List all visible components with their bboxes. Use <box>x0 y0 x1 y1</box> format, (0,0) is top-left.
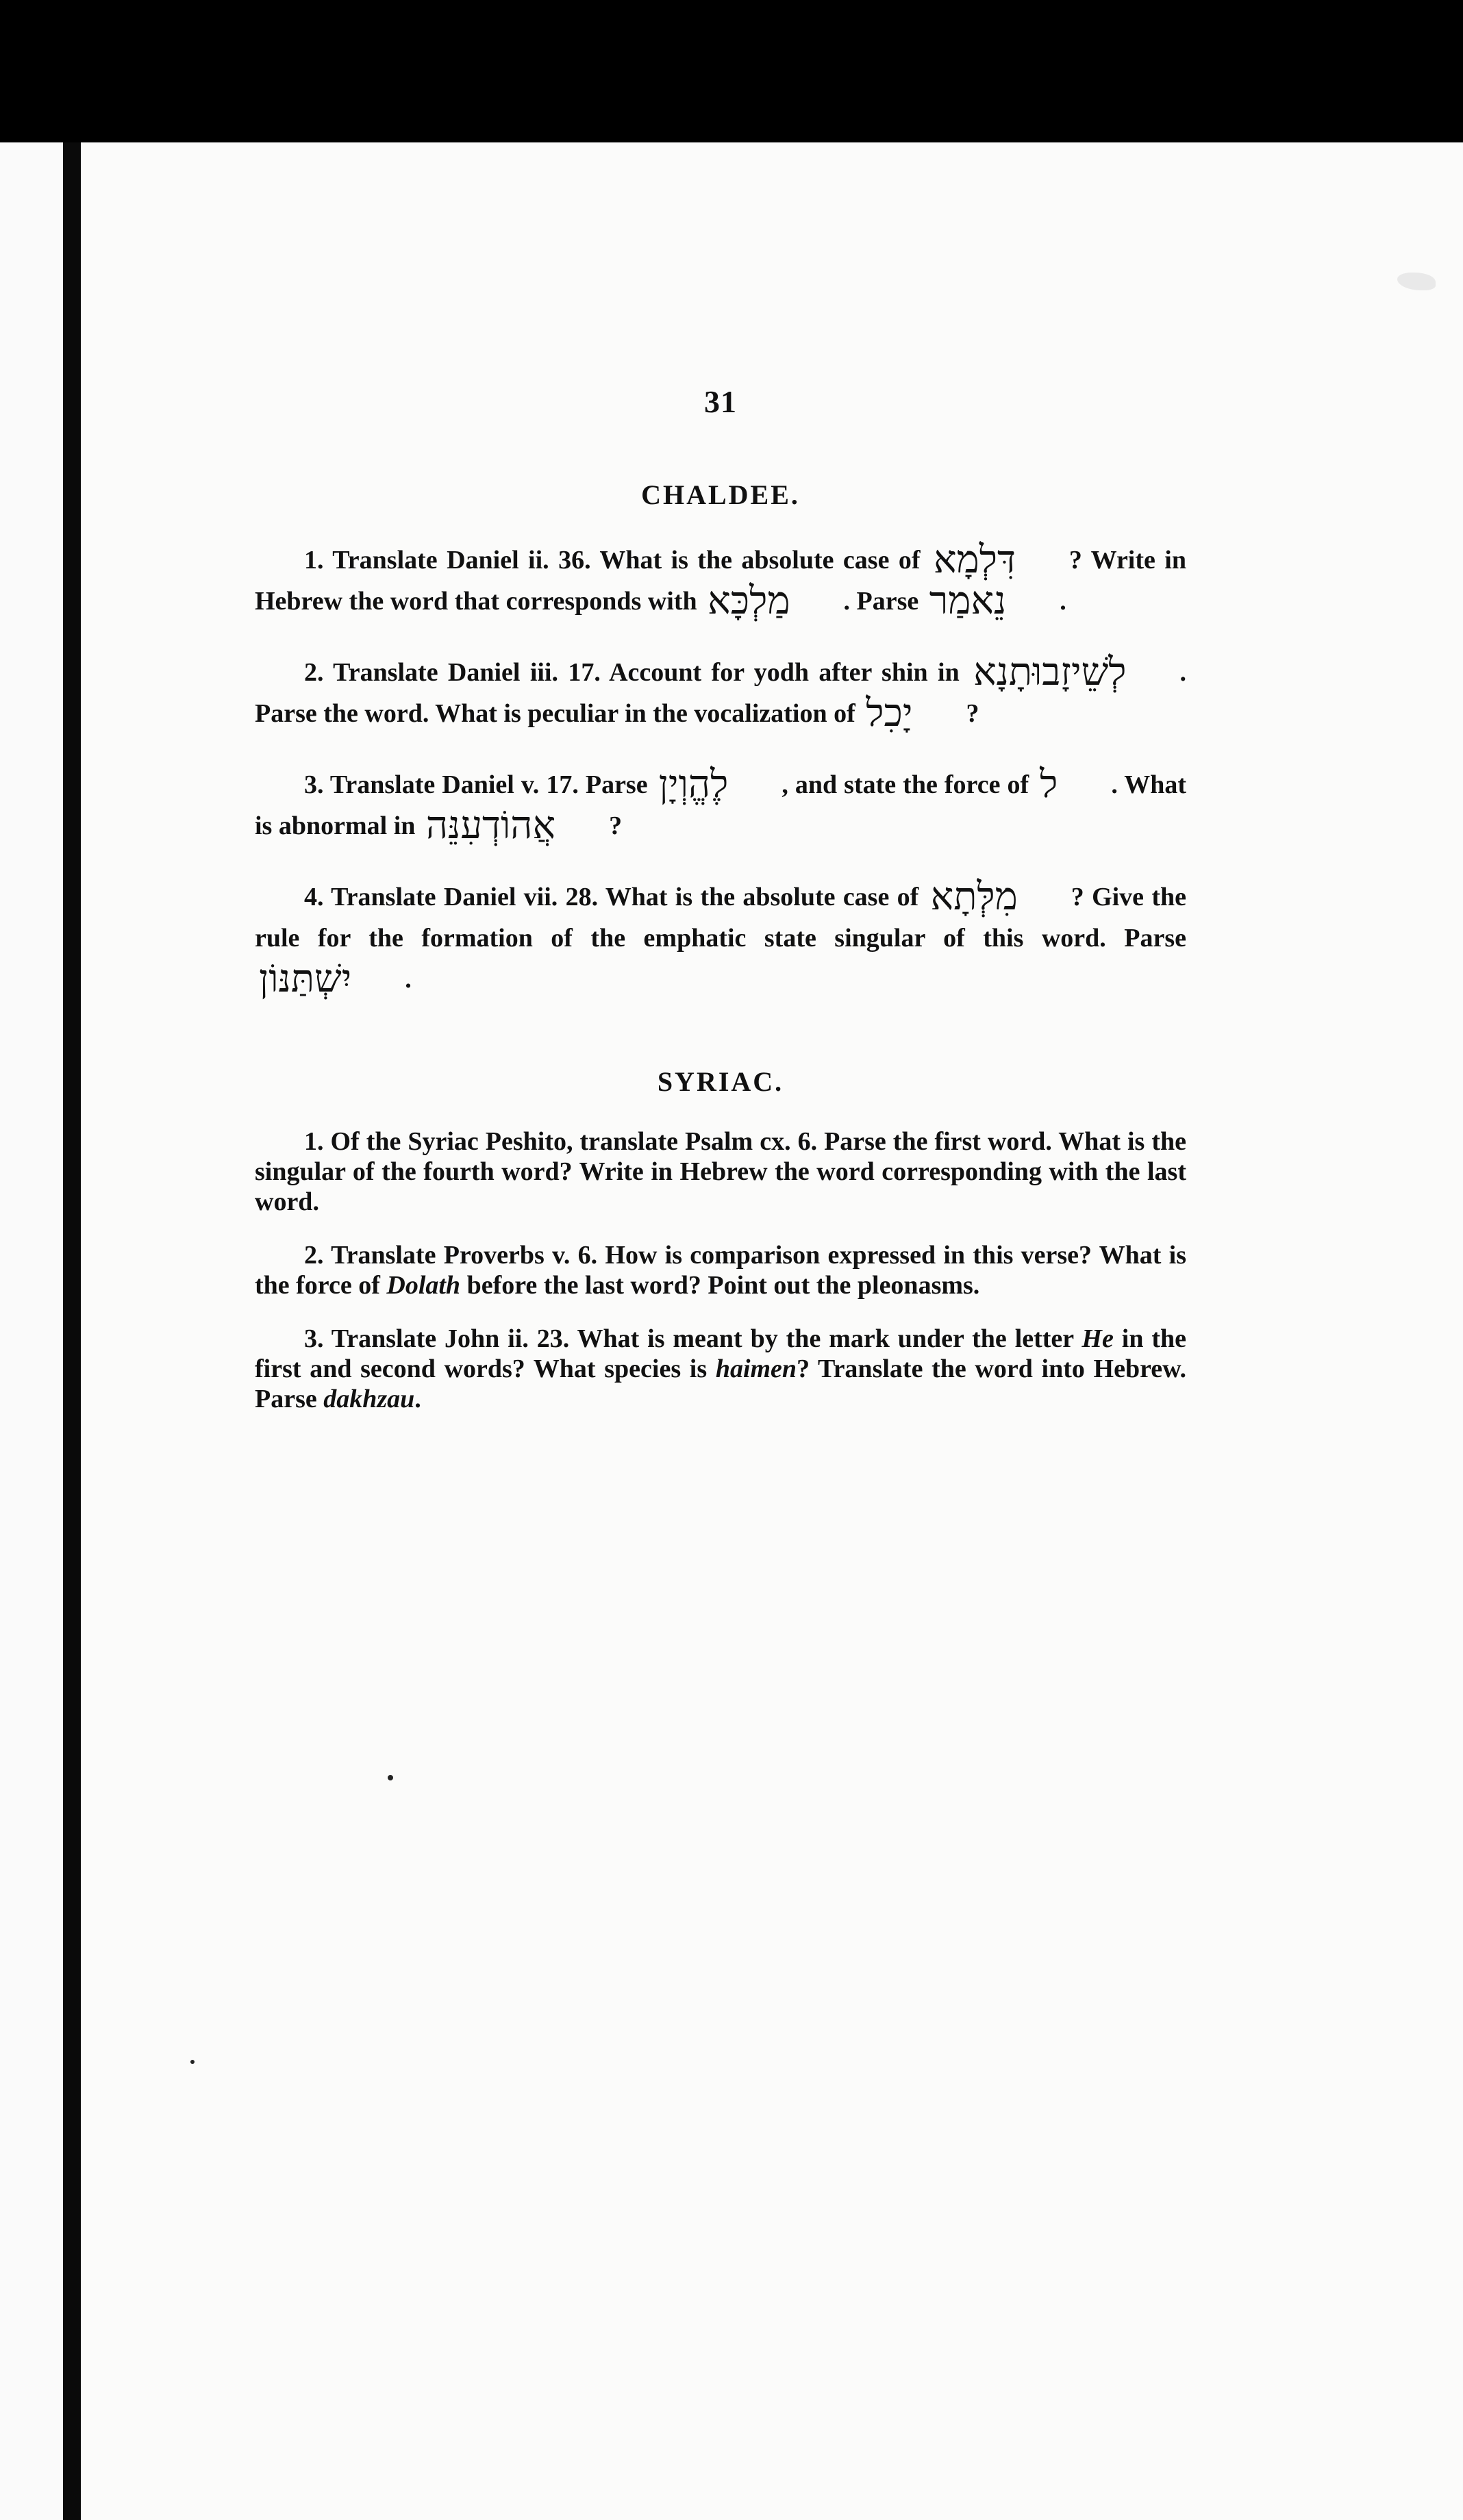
question-number: 1. <box>304 546 324 575</box>
question-number: 2. <box>304 658 324 687</box>
syriac-question-1 <box>255 1126 1186 1217</box>
ink-speck <box>388 1775 393 1780</box>
hebrew-word: לֶהֱוְיָן <box>658 762 729 807</box>
hebrew-word: דִּלְמָא <box>933 538 1016 582</box>
syriac-question-2 <box>255 1240 1186 1300</box>
question-number: 3. <box>304 1324 324 1353</box>
question-text: Translate Daniel ii. 36. What is the absolute case of <box>332 546 921 575</box>
page-content <box>255 383 1186 1437</box>
hebrew-letter: ל <box>1040 762 1058 807</box>
question-text: . <box>414 1385 421 1413</box>
question-text: Translate Proverbs v. 6. How is comparison expressed in this verse? What is the force of <box>255 1241 1186 1300</box>
question-text: before the last word? Point out the pleonasms. <box>466 1271 980 1300</box>
question-text: Translate John ii. 23. What is meant by the mark under the letter <box>331 1324 1074 1353</box>
italic-term: dakhzau <box>323 1385 415 1413</box>
question-text: ? <box>609 811 623 840</box>
syriac-question-3 <box>255 1324 1186 1414</box>
facing-page-edge <box>0 142 63 2520</box>
hebrew-word: מִלְּתָא <box>930 874 1018 919</box>
question-text: . <box>405 965 412 994</box>
book-gutter <box>63 142 81 2520</box>
question-text: Translate Daniel vii. 28. What is the absolute case of <box>331 883 919 911</box>
chaldee-question-3 <box>255 764 1186 846</box>
section-heading-chaldee: CHALDEE. <box>641 479 800 510</box>
question-text: , and state the force of <box>781 770 1029 799</box>
question-number: 2. <box>304 1241 324 1270</box>
corner-blemish <box>1397 273 1436 290</box>
hebrew-word: מַלְכָּא <box>708 579 790 623</box>
question-text: ? <box>966 699 979 728</box>
question-text: . Parse the word. What is peculiar in the vocalization of <box>255 658 1186 728</box>
hebrew-word: לְשֵׁיזָבוּתָנָא <box>973 650 1127 694</box>
chaldee-question-1 <box>255 540 1186 622</box>
hebrew-word: יָכִל <box>866 691 913 735</box>
chaldee-question-2 <box>255 652 1186 734</box>
ink-speck <box>190 2060 195 2064</box>
question-text: . What is abnormal in <box>255 770 1187 840</box>
chaldee-question-4 <box>255 874 1187 1001</box>
question-text: ? Give the rule for the formation of the emphatic state singular of this word. Parse <box>255 883 1187 953</box>
question-text: Translate Daniel v. 17. Parse <box>329 770 648 799</box>
italic-term: Dolath <box>386 1271 461 1300</box>
question-number: 4. <box>304 883 324 911</box>
question-text: in the first and second words? What species is <box>255 1324 1187 1383</box>
question-text: . Parse <box>843 587 919 616</box>
section-heading-syriac: SYRIAC. <box>657 1066 784 1097</box>
question-text: . <box>1060 587 1066 616</box>
hebrew-word: נֵאמַר <box>929 579 1007 623</box>
question-number: 3. <box>304 770 324 799</box>
hebrew-word: יִשְׁתַּנּוֹן <box>259 957 352 1001</box>
question-text: ? Write in Hebrew the word that corresponds with <box>255 546 1186 616</box>
question-number: 1. <box>304 1127 324 1156</box>
hebrew-word: אֲהוֹדְעִנֵּה <box>425 803 556 848</box>
italic-term: haimen <box>715 1354 797 1383</box>
question-text: Of the Syriac Peshito, translate Psalm cx. 6. Parse the first word. What is the singular of the fourth word? Write in Hebrew the word corresponding with the last word. <box>255 1127 1186 1216</box>
italic-term: He <box>1081 1324 1114 1353</box>
question-text: ? Translate the word into Hebrew. Parse <box>255 1354 1186 1413</box>
question-text: Translate Daniel iii. 17. Account for yodh after shin in <box>333 658 960 687</box>
page-number: 31 <box>704 384 737 419</box>
